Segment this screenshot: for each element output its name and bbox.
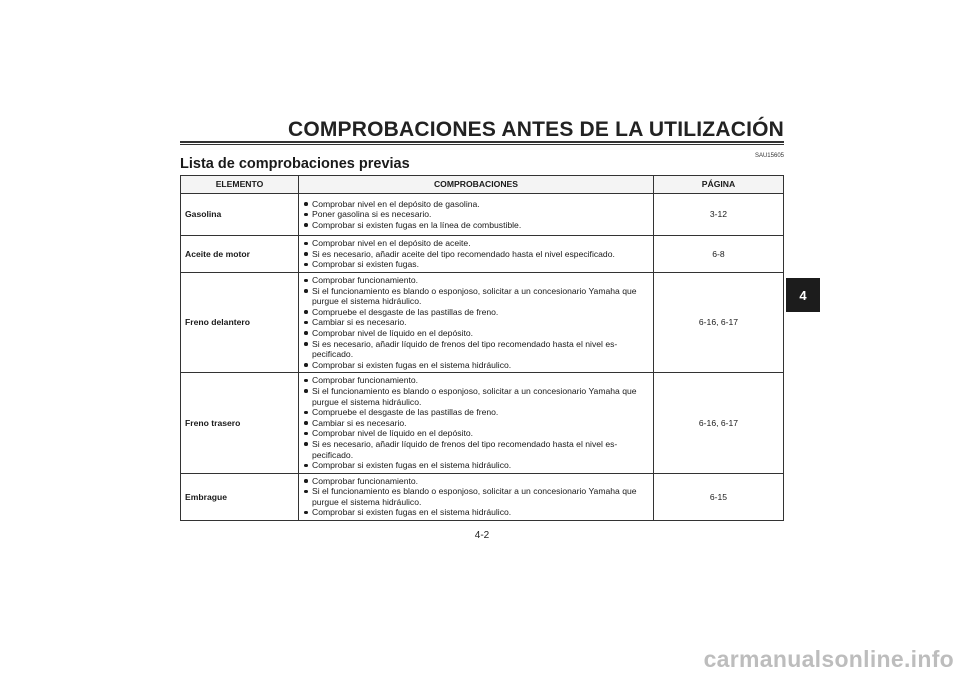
- row-page: 6-8: [654, 236, 784, 273]
- check-item: Comprobar si existen fugas en el sistema hidráulico.: [303, 360, 649, 371]
- check-item: Si es necesario, añadir líquido de frenos del tipo recomendado hasta el nivel es-pecificado.: [303, 439, 649, 460]
- page-number: 4-2: [474, 530, 490, 541]
- row-item: Freno trasero: [181, 373, 299, 473]
- check-item: Comprobar si existen fugas en la línea de combustible.: [303, 220, 649, 231]
- page-header: COMPROBACIONES ANTES DE LA UTILIZACIÓN: [287, 118, 784, 141]
- check-item: Si el funcionamiento es blando o esponjoso, solicitar a un concesionario Yamaha que purgue el sistema hidráulico.: [303, 486, 649, 507]
- table-header-row: [181, 176, 784, 194]
- check-item: Cambiar si es necesario.: [303, 317, 649, 328]
- check-item: Comprobar nivel en el depósito de aceite.: [303, 238, 649, 249]
- watermark: carmanualsonline.info: [703, 646, 954, 672]
- table-row: [181, 273, 784, 373]
- check-item: Si es necesario, añadir líquido de frenos del tipo recomendado hasta el nivel es-pecificado.: [303, 339, 649, 360]
- reference-code: SAU15605: [754, 153, 784, 159]
- row-checks: [299, 194, 654, 236]
- check-item: Comprobar si existen fugas en el sistema hidráulico.: [303, 460, 649, 471]
- row-checks: [299, 273, 654, 373]
- check-item: Compruebe el desgaste de las pastillas de freno.: [303, 307, 649, 318]
- row-page: 6-15: [654, 473, 784, 520]
- check-item: Comprobar si existen fugas.: [303, 259, 649, 270]
- check-item: Comprobar nivel de líquido en el depósito.: [303, 328, 649, 339]
- check-item: Poner gasolina si es necesario.: [303, 209, 649, 220]
- row-item: Gasolina: [181, 194, 299, 236]
- check-item: Comprobar si existen fugas en el sistema hidráulico.: [303, 507, 649, 518]
- column-header-item: ELEMENTO: [181, 176, 299, 194]
- checklist-table: [180, 175, 784, 521]
- check-item: Si el funcionamiento es blando o esponjoso, solicitar a un concesionario Yamaha que purgue el sistema hidráulico.: [303, 286, 649, 307]
- table-row: [181, 473, 784, 520]
- check-item: Si el funcionamiento es blando o esponjoso, solicitar a un concesionario Yamaha que purgue el sistema hidráulico.: [303, 386, 649, 407]
- header-rule: [180, 141, 784, 145]
- check-item: Comprobar funcionamiento.: [303, 476, 649, 487]
- row-checks: [299, 473, 654, 520]
- row-item: Embrague: [181, 473, 299, 520]
- check-item: Comprobar funcionamiento.: [303, 375, 649, 386]
- check-item: Comprobar nivel de líquido en el depósito.: [303, 428, 649, 439]
- section-title: Lista de comprobaciones previas: [180, 156, 410, 172]
- check-item: Compruebe el desgaste de las pastillas de freno.: [303, 407, 649, 418]
- check-item: Cambiar si es necesario.: [303, 418, 649, 429]
- row-checks: [299, 236, 654, 273]
- row-item: Freno delantero: [181, 273, 299, 373]
- chapter-tab: 4: [786, 278, 820, 312]
- column-header-page: PÁGINA: [654, 176, 784, 194]
- check-item: Si es necesario, añadir aceite del tipo recomendado hasta el nivel especificado.: [303, 249, 649, 260]
- row-page: 6-16, 6-17: [654, 273, 784, 373]
- row-page: 3-12: [654, 194, 784, 236]
- check-item: Comprobar nivel en el depósito de gasolina.: [303, 199, 649, 210]
- row-checks: [299, 373, 654, 473]
- table-row: [181, 236, 784, 273]
- column-header-checks: COMPROBACIONES: [299, 176, 654, 194]
- row-page: 6-16, 6-17: [654, 373, 784, 473]
- row-item: Aceite de motor: [181, 236, 299, 273]
- table-row: [181, 194, 784, 236]
- table-row: [181, 373, 784, 473]
- check-item: Comprobar funcionamiento.: [303, 275, 649, 286]
